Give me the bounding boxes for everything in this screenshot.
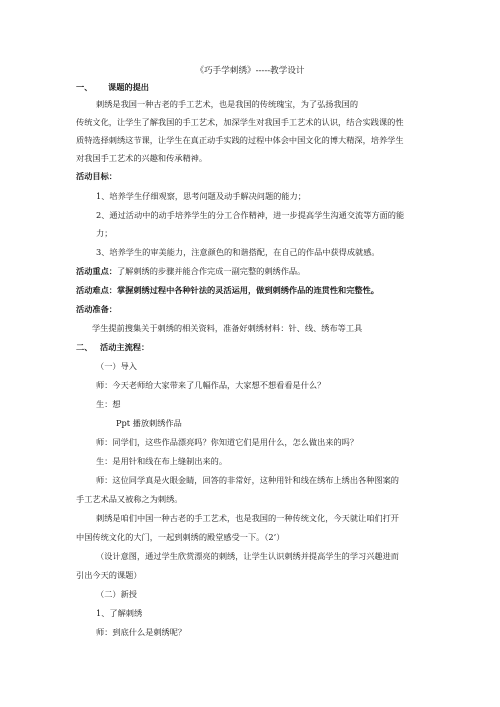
section-1-paragraph-line: 对我国手工艺术的兴趣和传承精神。 [76, 153, 208, 163]
flow-line: 师：今天老师给大家带来了几幅作品，大家想不想看看是什么？ [96, 380, 326, 390]
section-1-paragraph-line: 质特选择刺绣这节课，让学生在真正动手实践的过程中体会中国文化的博大精深，培养学生 [76, 135, 404, 145]
document-title: 《巧手学刺绣》-----教学设计 [195, 66, 305, 76]
flow-line: 生：想 [96, 399, 121, 409]
difficulty-line [76, 285, 379, 296]
flow-line: 中国传统文化的大门，一起到刺绣的殿堂感受一下。（2’） [76, 532, 285, 542]
flow-line: 师：到底什么是刺绣呢？ [96, 627, 187, 637]
flow-line: （设计意图，通过学生欣赏漂亮的刺绣，让学生认识刺绣并提高学生的学习兴趣进而 [96, 551, 399, 561]
flow-line: （一）导入 [96, 361, 137, 371]
section-2-heading: 活动主流程： [100, 342, 150, 352]
section-1-paragraph-line: 传统文化，让学生了解我国的手工艺术，加深学生对我国手工艺术的认识，结合实践课的性 [76, 117, 404, 127]
prep-text: 学生提前搜集关于刺绣的相关资料，准备好刺绣材料：针、线、绣布等工具 [92, 323, 363, 333]
section-1-heading: 课题的提出 [108, 82, 149, 92]
key-point-label: 活动重点： [76, 266, 117, 276]
flow-line: 师：这位同学真是火眼金睛，回答的非常好，这种用针和线在绣布上绣出各种图案的 [96, 475, 399, 485]
flow-line: 1、了解刺绣 [96, 608, 143, 618]
flow-line: （二）新授 [96, 589, 137, 599]
goal-item: 3、培养学生的审美能力，注意颜色的和谐搭配，在自己的作品中获得成就感。 [96, 247, 380, 257]
flow-line: Ppt 播放刺绣作品 [116, 418, 182, 428]
flow-line: 手工艺术品又被称之为刺绣。 [76, 494, 183, 504]
difficulty-text: 掌握刺绣过程中各种针法的灵活运用，做到刺绣作品的连贯性和完整性。 [116, 285, 379, 295]
flow-line: 生：是用针和线在布上缝制出来的。 [96, 456, 228, 466]
goals-label: 活动目标： [76, 171, 117, 181]
flow-line: 刺绣是咱们中国一种古老的手工艺术，也是我国的一种传统文化，今天就让咱们打开 [96, 513, 399, 523]
flow-line: 引出今天的课题） [76, 570, 142, 580]
goal-item: 1、培养学生仔细观察，思考问题及动手解决问题的能力； [96, 191, 306, 201]
section-2-number: 二、 [76, 342, 93, 352]
prep-label: 活动准备： [76, 304, 117, 314]
flow-line: 师：同学们，这些作品漂亮吗？你知道它们是用什么，怎么做出来的吗？ [96, 437, 359, 447]
goal-item: 2、通过活动中的动手培养学生的分工合作精神，进一步提高学生沟通交流等方面的能 [96, 210, 405, 220]
key-point-text: 了解刺绣的步骤并能合作完成一副完整的刺绣作品。 [116, 266, 306, 276]
key-point-line [76, 266, 305, 277]
section-1-paragraph-line: 刺绣是我国一种古老的手工艺术，也是我国的传统瑰宝，为了弘扬我国的 [96, 99, 359, 109]
goal-item: 力； [96, 228, 113, 238]
difficulty-label: 活动难点： [76, 285, 117, 295]
section-1-number: 一、 [76, 82, 93, 92]
